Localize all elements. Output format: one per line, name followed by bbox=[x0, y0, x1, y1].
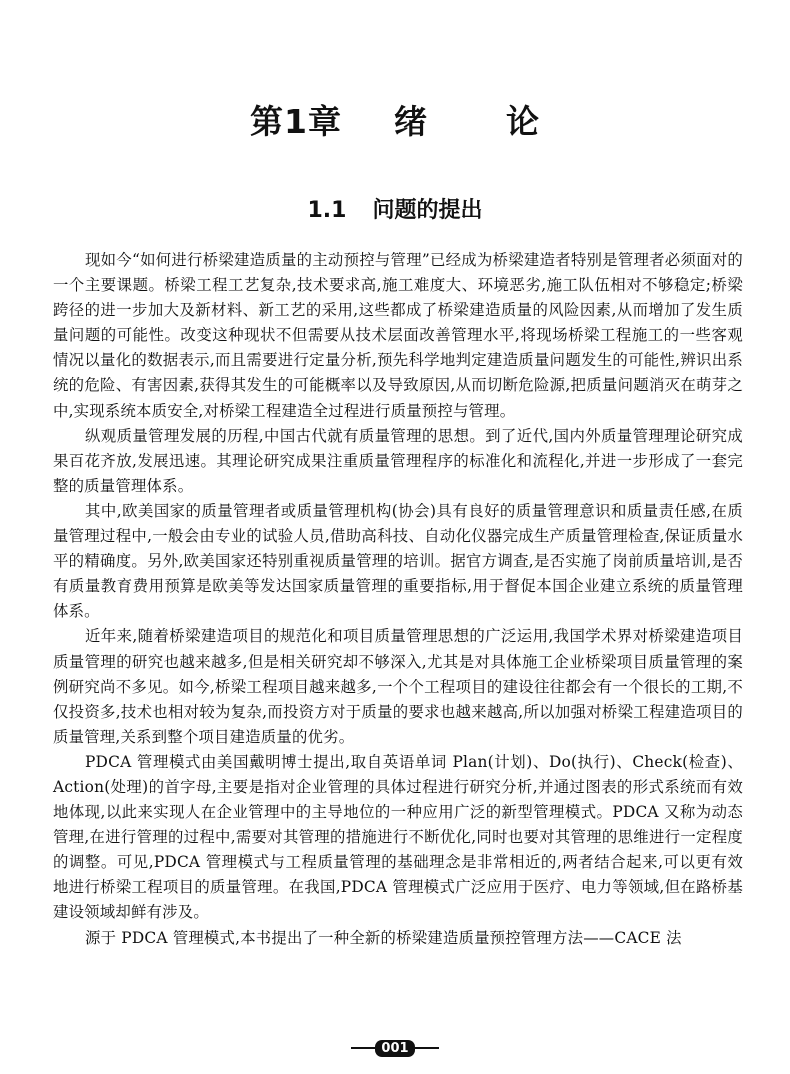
paragraph: 现如今“如何进行桥梁建造质量的主动预控与管理”已经成为桥梁建造者特别是管理者必须面对的一个主要课题。桥梁工程工艺复杂,技术要求高,施工难度大、环境恶劣,施工队伍相对不够稳定;桥梁跨径的进一步加大及新材料、新工艺的采用,这些都成了桥梁建造质量的风险因素,从而增加了发生质量问题的可能性。改变这种现状不但需要从技术层面改善管理水平,将现场桥梁工程施工的一些客观情况以量化的数据表示,而且需要进行定量分析,预先科学地判定建造质量问题发生的可能性,辨识出系统的危险、有害因素,获得其发生的可能概率以及导致原因,从而切断危险源,把质量问题消灭在萌芽之中,实现系统本质安全,对桥梁工程建造全过程进行质量预控与管理。 bbox=[53, 251, 744, 420]
section-heading: 问题的提出 bbox=[372, 198, 483, 223]
page-number-badge bbox=[351, 1040, 438, 1057]
chapter-title-part2: 论 bbox=[505, 102, 540, 141]
chapter-label: 第1章 bbox=[250, 102, 342, 141]
page-number: 001 bbox=[375, 1040, 414, 1057]
page-footer bbox=[0, 1034, 790, 1057]
footer-rule-right bbox=[415, 1047, 439, 1049]
section-number: 1.1 bbox=[307, 198, 347, 223]
chapter-title bbox=[0, 100, 790, 144]
body-text bbox=[53, 248, 743, 951]
section-title bbox=[0, 195, 790, 227]
paragraph: 纵观质量管理发展的历程,中国古代就有质量管理的思想。到了近代,国内外质量管理理论研究成果百花齐放,发展迅速。其理论研究成果注重质量管理程序的标准化和流程化,并进一步形成了一套完整的质量管理体系。 bbox=[53, 426, 743, 495]
footer-rule-left bbox=[351, 1047, 375, 1049]
paragraph: 近年来,随着桥梁建造项目的规范化和项目质量管理思想的广泛运用,我国学术界对桥梁建造项目质量管理的研究也越来越多,但是相关研究却不够深入,尤其是对具体施工企业桥梁项目质量管理的案例研究尚不多见。如今,桥梁工程项目越来越多,一个个工程项目的建设往往都会有一个很长的工期,不仅投资多,技术也相对较为复杂,而投资方对于质量的要求也越来越高,所以加强对桥梁工程建造项目的质量管理,关系到整个项目建造质量的优劣。 bbox=[53, 627, 743, 746]
chapter-title-part1: 绪 bbox=[393, 102, 428, 141]
paragraph: 源于 PDCA 管理模式,本书提出了一种全新的桥梁建造质量预控管理方法——CACE 法 bbox=[85, 928, 682, 947]
paragraph: PDCA 管理模式由美国戴明博士提出,取自英语单词 Plan(计划)、Do(执行)、Check(检查)、Action(处理)的首字母,主要是指对企业管理的具体过程进行研究分析,并通过图表的形式系统而有效地体现,以此来实现人在企业管理中的主导地位的一种应用广泛的新型管理模式。PDCA 又称为动态管理,在进行管理的过程中,需要对其管理的措施进行不断优化,同时也要对其管理的思维进行一定程度的调整。可见,PDCA 管理模式与工程质量管理的基础理念是非常相近的,两者结合起来,可以更有效地进行桥梁工程项目的质量管理。在我国,PDCA 管理模式广泛应用于医疗、电力等领域,但在路桥基建设领域却鲜有涉及。 bbox=[53, 752, 743, 922]
paragraph: 其中,欧美国家的质量管理者或质量管理机构(协会)具有良好的质量管理意识和质量责任感,在质量管理过程中,一般会由专业的试验人员,借助高科技、自动化仪器完成生产质量管理检查,保证质量水平的精确度。另外,欧美国家还特别重视质量管理的培训。据官方调查,是否实施了岗前质量培训,是否有质量教育费用预算是欧美等发达国家质量管理的重要指标,用于督促本国企业建立系统的质量管理体系。 bbox=[53, 501, 743, 621]
